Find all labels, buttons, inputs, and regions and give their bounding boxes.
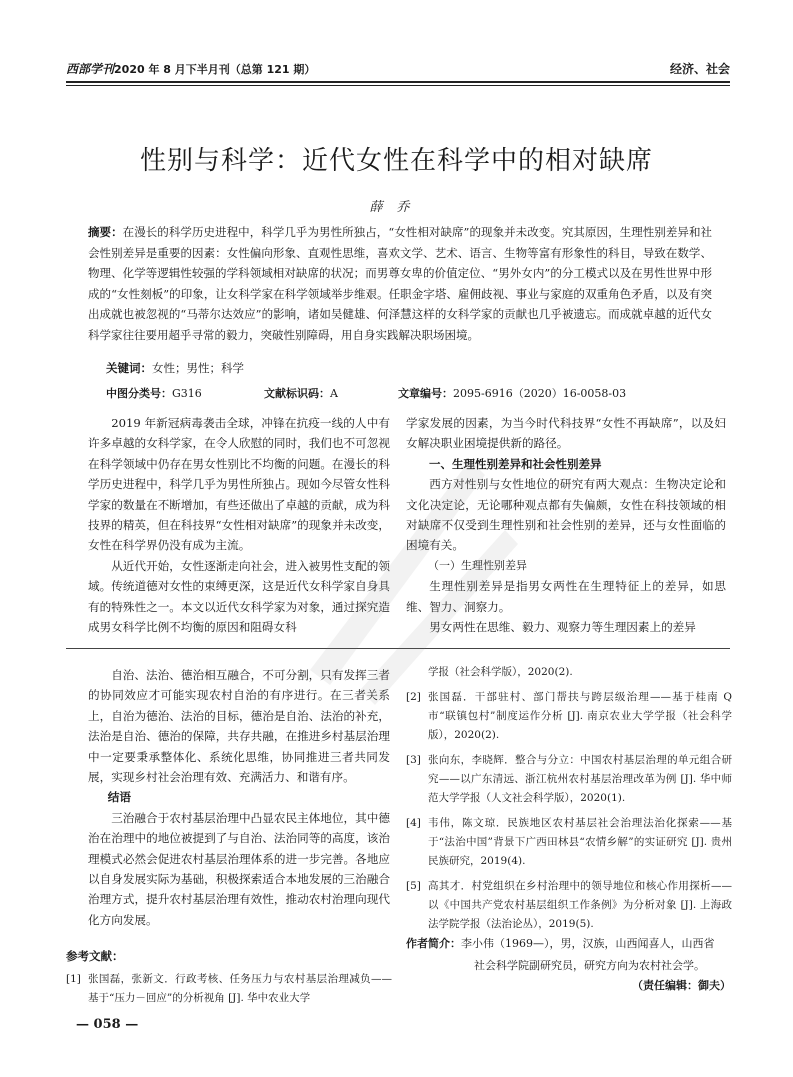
journal-logo: 西部学刊 <box>66 62 115 76</box>
journal-issue <box>66 60 315 77</box>
doc-code-field <box>264 385 338 401</box>
author-bio-line: 李小伟（1969—），男，汉族，山西闻喜人，山西省 <box>461 937 715 950</box>
abstract <box>88 222 712 345</box>
doc-code-label: 文献标识码： <box>264 387 330 400</box>
article-title: 性别与科学：近代女性在科学中的相对缺席 <box>139 146 653 176</box>
article-no-value: 2095-6916（2020）16-0058-03 <box>453 387 627 400</box>
body-paragraph: 男女两性在思维、毅力、观察力等生理因素上的差异 <box>429 620 696 635</box>
body-paragraph: 西方对性别与女性地位的研究有两大观点：生物决定论和文化决定论，无论哪种观点都有失偏颇，女性在科技领域的相对缺席不仅受到生理性别和社会性别的差异，还与女性面临的困境有关。 <box>406 477 726 553</box>
reference-number: [5] <box>406 880 421 892</box>
reference-item <box>406 814 732 871</box>
body-paragraph: 生理性别差异是指男女两性在生理特征上的差异，如思维、智力、洞察力。 <box>406 579 726 614</box>
doc-code-value: A <box>330 387 338 400</box>
header-rule <box>66 81 730 83</box>
reference-item <box>406 688 732 745</box>
article-no-field <box>398 385 626 401</box>
references-heading: 参考文献： <box>66 949 124 963</box>
body-paragraph: 自治、法治、德治相互融合，不可分割，只有发挥三者的协同效应才可能实现农村自治的有序进行。在三者关系上，自治为德治、法治的目标，德治是自治、法治的补充，法治是自治、德治的保障，共存共融，在推进乡村基层治理中一定要秉承整体化、系统化思维，协同推进三者共同发展，实现乡村社会治理有效、充满活力、和谐有序。 <box>88 668 390 785</box>
references-right <box>406 663 732 934</box>
issue-label: 2020 年 8 月下半月刊（总第 121 期） <box>114 63 316 76</box>
conclusion-heading: 结语 <box>107 790 131 805</box>
article-no-label: 文章编号： <box>398 387 453 400</box>
body-paragraph: 学家发展的因素，为当今时代科技界“女性不再缺席”，以及妇女解决职业困境提供新的路径。 <box>406 416 726 451</box>
reference-item <box>406 877 732 934</box>
reference-text: 张国磊，张新文．行政考核、任务压力与农村基层治理减负——基于“压力－回应”的分析视角 [J]. 华中农业大学 <box>88 973 392 1004</box>
responsible-editor: （责任编辑：御夫） <box>632 979 731 992</box>
reference-number: [4] <box>406 817 421 829</box>
reference-text: 张国磊．干部驻村、部门帮扶与跨层级治理——基于桂南 Q 市“联镇包村”制度运作分析 [J]. 南京农业大学学报（社会科学版），2020(2). <box>428 691 732 741</box>
header-rule-thin <box>66 85 730 86</box>
body-paragraph: 2019 年新冠病毒袭击全球，冲锋在抗疫一线的人中有许多卓越的女科学家，在令人欣慰的同时，我们也不可忽视在科学领域中仍存在男女性别比不均衡的问题。在漫长的科学历史进程中，科学几乎为男性所独占。现如今尽管女性科学家的数量在不断增加，有些还做出了卓越的贡献，成为科技界的精英，但在科技界“女性相对缺席”的现象并未改变，女性在科学界仍没有成为主流。 <box>88 416 390 553</box>
clc-label: 中图分类号： <box>106 387 172 400</box>
clc-field <box>106 385 202 401</box>
references-left <box>66 970 392 1008</box>
reference-number: [1] <box>66 973 81 985</box>
body-paragraph: 从近代开始，女性逐渐走向社会，进入被男性支配的领域。传统道德对女性的束缚更深，这是近代女科学家自身具有的特殊性之一。本文以近代女科学家为对象，通过探究造成男女科学比例不均衡的原因和阻碍女科 <box>88 558 390 635</box>
reference-text: 韦伟，陈文琼．民族地区农村基层社会治理法治化探索——基于“法治中国”背景下广西田林县“农情乡解”的实证研究 [J]. 贵州民族研究，2019(4). <box>428 817 732 867</box>
body-paragraph: 三治融合于农村基层治理中凸显农民主体地位，其中德治在治理中的地位被提到了与自治、法治同等的高度，该治理模式必然会促进农村基层治理体系的进一步完善。各地应以自身发展实际为基础，积极探索适合本地发展的三治融合治理方式，提升农村基层治理有效性，推动农村治理向现代化方向发展。 <box>88 810 390 927</box>
abstract-label: 摘要： <box>88 225 123 239</box>
abstract-text: 在漫长的科学历史进程中，科学几乎为男性所独占，“女性相对缺席”的现象并未改变。究其原因，生理性别差异和社会性别差异是重要的因素：女性偏向形象、直观性思维，喜欢文学、艺术、语言、生物等富有形象性的科目，导致在数学、物理、化学等逻辑性较强的学科领域相对缺席的状况；而男尊女卑的价值定位、“男外女内”的分工模式以及在男性世界中形成的“女性刻板”的印象，让女科学家在科学领域举步维艰。任职金字塔、雇佣歧视、事业与家庭的双重角色矛盾，以及有突出成就也被忽视的“马蒂尔达效应”的影响，诸如吴健雄、何泽慧这样的女科学家的贡献也几乎被遗忘。而成就卓越的近代女科学家往往要用超乎寻常的毅力，突破性别障碍，用自身实践解决职场困境。 <box>88 225 712 342</box>
author-bio-line: 社会科学院副研究员，研究方向为农村社会学。 <box>474 959 705 972</box>
section-heading: 一、生理性别差异和社会性别差异 <box>429 456 602 471</box>
keywords-label: 关键词： <box>106 361 152 375</box>
body-column-right-top <box>406 413 726 637</box>
body-column-left-bottom <box>88 665 390 930</box>
reference-continuation: 学报（社会科学版），2020(2). <box>428 666 573 678</box>
clc-value: G316 <box>172 387 202 400</box>
reference-number: [2] <box>406 691 421 703</box>
reference-text: 高其才．村党组织在乡村治理中的领导地位和核心作用探析——以《中国共产党农村基层组织工作条例》为分析对象 [J]. 上海政法学院学报（法治论丛），2019(5). <box>428 880 732 930</box>
reference-text: 张向东，李晓辉．整合与分立：中国农村基层治理的单元组合研究——以广东清远、浙江杭州农村基层治理改革为例 [J]. 华中师范大学学报（人文社会科学版），2020(1). <box>428 754 732 804</box>
article-author: 薛乔 <box>369 200 424 215</box>
keywords-text: 女性；男性；科学 <box>152 361 244 375</box>
page-number: — 058 — <box>76 1017 139 1032</box>
reference-number: [3] <box>406 754 421 766</box>
reference-item <box>66 970 392 1008</box>
author-bio-label: 作者简介： <box>406 937 461 950</box>
section-label: 经济、社会 <box>669 62 730 76</box>
article-divider <box>66 648 730 649</box>
body-column-left-top <box>88 413 390 637</box>
reference-item <box>406 751 732 808</box>
keywords <box>106 360 244 376</box>
subsection-heading: （一）生理性别差异 <box>428 558 527 572</box>
running-header <box>66 60 730 82</box>
author-bio <box>406 933 732 977</box>
